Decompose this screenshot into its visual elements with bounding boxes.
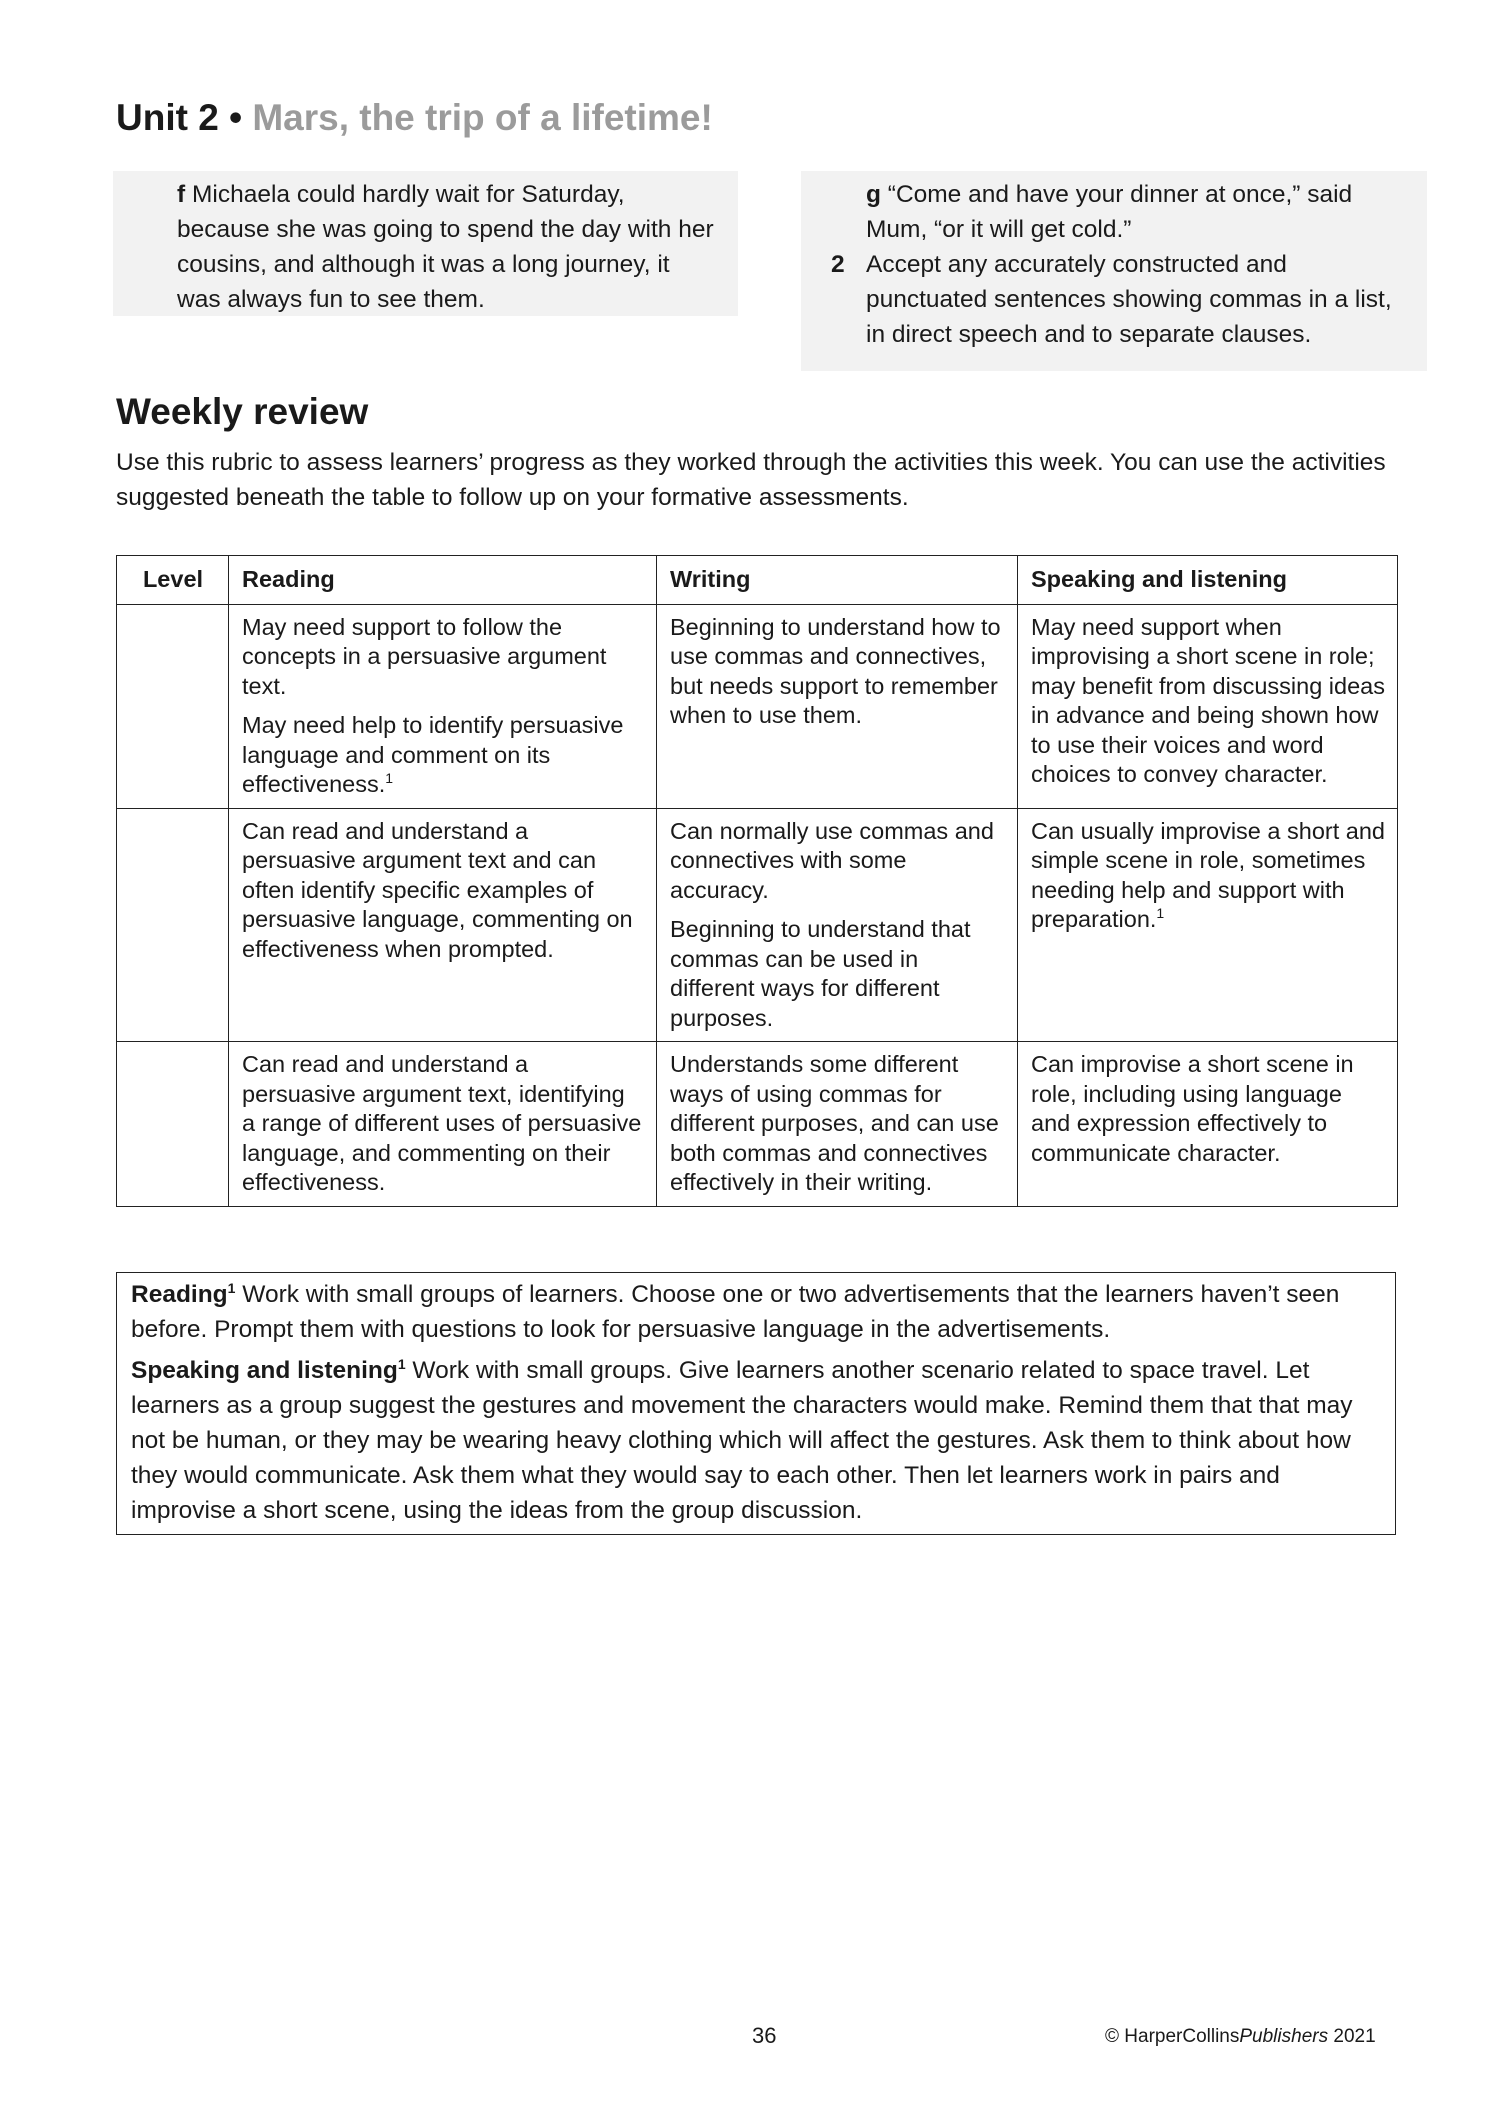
cell-text: Can read and understand a persuasive argument text, identifying a range of different uses of persuasive language, and commenting on their effectiveness. [242, 1051, 642, 1195]
weekly-review-title: Weekly review [116, 391, 369, 432]
level-cell [117, 808, 229, 1042]
writing-cell [657, 604, 1018, 808]
table-row [117, 1042, 1398, 1207]
answer-g [866, 177, 1411, 247]
cell-text: May need support when improvising a short scene in role; may benefit from discussing ideas in advance and being shown how to use their voices and word choices to convey character. [1031, 613, 1385, 787]
rubric-table [116, 555, 1398, 1207]
header-speaking: Speaking and listening [1018, 556, 1398, 605]
cell-text: Understands some different ways of using commas for different purposes, and can use both commas and connectives effectively in their writing. [670, 1051, 999, 1195]
speaking-note [131, 1353, 1381, 1528]
cell-text: May need help to identify persuasive language and comment on its effectiveness.$^1$ [242, 712, 624, 797]
speaking-note-label: Speaking and listening [131, 1357, 398, 1384]
answer-box-right [801, 171, 1427, 371]
answer-f [177, 177, 717, 317]
speaking-cell [1018, 808, 1398, 1042]
reading-cell [229, 1042, 657, 1207]
table-row [117, 808, 1398, 1042]
page-number: 36 [752, 2023, 777, 2048]
rubric-header-row [117, 556, 1398, 605]
speaking-cell [1018, 1042, 1398, 1207]
follow-up-activities-box [116, 1272, 1396, 1535]
speaking-cell [1018, 604, 1398, 808]
cell-text: Can read and understand a persuasive argument text and can often identify specific examples of persuasive language, commenting on effectiveness when prompted. [242, 817, 633, 962]
footnote-marker: 1 [1156, 905, 1165, 922]
cell-text: May need support to follow the concepts in a persuasive argument text. [242, 613, 607, 699]
copyright: © HarperCollinsPublishers 2021 [1105, 2026, 1376, 2047]
table-row [117, 604, 1398, 808]
reading-note-text: Work with small groups of learners. Choose one or two advertisements that the learners haven’t seen before. Prompt them with questions to look for persuasive language in the advertisements. [131, 1281, 1340, 1343]
level-cell [117, 1042, 229, 1207]
cell-text: Can normally use commas and connectives with some accuracy. [670, 817, 994, 903]
reading-cell [229, 604, 657, 808]
writing-cell [657, 808, 1018, 1042]
footnote-marker: 1 [385, 770, 394, 787]
unit-subtitle: Mars, the trip of a lifetime! [252, 97, 713, 138]
reading-cell [229, 808, 657, 1042]
answer-g-text: “Come and have your dinner at once,” said Mum, “or it will get cold.” [866, 181, 1353, 243]
footnote-marker: 1 [397, 1355, 406, 1372]
unit-title [116, 96, 713, 140]
header-level: Level [117, 556, 229, 605]
writing-cell [657, 1042, 1018, 1207]
cell-text: Beginning to understand that commas can be used in different ways for different purposes. [670, 916, 971, 1031]
header-reading: Reading [229, 556, 657, 605]
answer-g-letter: g [866, 181, 881, 208]
header-writing: Writing [657, 556, 1018, 605]
answer-box-left [113, 171, 738, 316]
cell-text: Can usually improvise a short and simple scene in role, sometimes needing help and support with preparation.$^1$ [1031, 817, 1385, 932]
weekly-review-intro: Use this rubric to assess learners’ progress as they worked through the activities this week. You can use the activities suggested beneath the table to follow up on your formative assessments. [116, 449, 1386, 511]
answer-f-text: Michaela could hardly wait for Saturday, because she was going to spend the day with her cousins, and although it was a long journey, it was always fun to see them. [177, 181, 714, 313]
reading-note-label: Reading [131, 1281, 228, 1308]
question-2-answer: Accept any accurately constructed and punctuated sentences showing commas in a list, in direct speech and to separate clauses. [866, 251, 1392, 348]
answer-f-letter: f [177, 181, 186, 208]
level-cell [117, 604, 229, 808]
cell-text: Can improvise a short scene in role, including using language and expression effectively to communicate character. [1031, 1051, 1354, 1166]
unit-label: Unit 2 [116, 97, 219, 138]
cell-text: Beginning to understand how to use commas and connectives, but needs support to remember when to use them. [670, 613, 1001, 728]
question-2-number: 2 [831, 251, 845, 278]
speaking-note-text: Work with small groups. Give learners another scenario related to space travel. Let learners as a group suggest the gestures and movement the characters would make. Remind them that that may not be human, or they may be wearing heavy clothing which will affect the gestures. Ask them to think about how they would communicate. Ask them what they would say to each other. Then let learners work in pairs and improvise a short scene, using the ideas from the group discussion. [131, 1357, 1353, 1524]
reading-note [131, 1277, 1381, 1347]
title-separator: • [229, 97, 243, 138]
footnote-marker: 1 [227, 1279, 236, 1296]
